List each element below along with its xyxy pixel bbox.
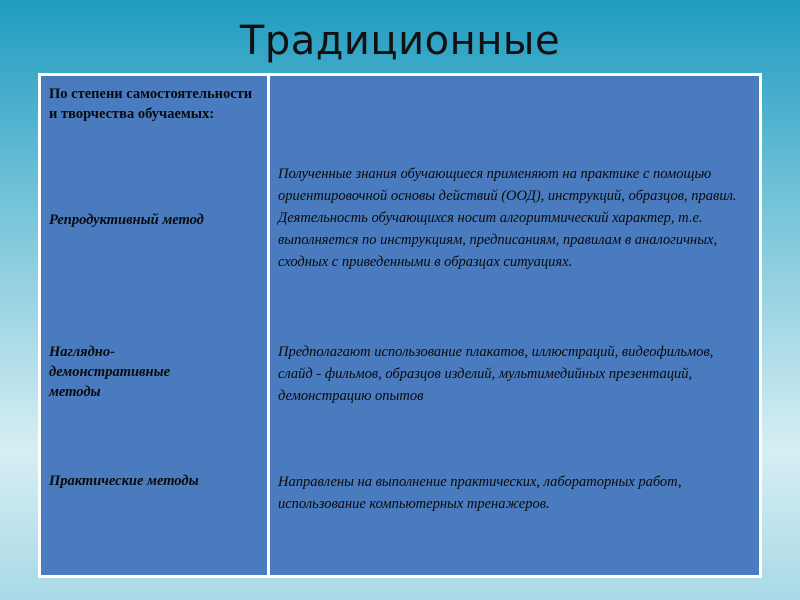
table-column-methods [41, 76, 267, 575]
method-label-practical: Практические методы [49, 473, 199, 489]
method-label-visual: Наглядно-демонстративные методы [49, 344, 171, 400]
method-label-reproductive: Репродуктивный метод [49, 212, 204, 228]
slide-title: Традиционные [239, 18, 561, 64]
method-description-visual: Предполагают использование плакатов, иллюстраций, видеофильмов, слайд - фильмов, образцов изделий, мультимедийных презентаций, демонстрацию опытов [278, 344, 714, 404]
method-description-reproductive: Полученные знания обучающиеся применяют на практике с помощью ориентировочной основы действий (ООД), инструкций, образцов, правил. Деятельность обучающихся носит алгоритмический характер, т.е. выполняется по инструкциям, предписаниям, правилам в аналогичных, сходных с приведенными в образцах ситуациях. [278, 166, 737, 270]
methods-table [38, 73, 762, 578]
table-header-label: По степени самостоятельности и творчества обучаемых: [49, 86, 253, 122]
table-column-descriptions [270, 76, 759, 575]
method-description-practical: Направлены на выполнение практических, лабораторных работ, использование компьютерных тренажеров. [278, 474, 682, 512]
table-body [41, 76, 759, 575]
